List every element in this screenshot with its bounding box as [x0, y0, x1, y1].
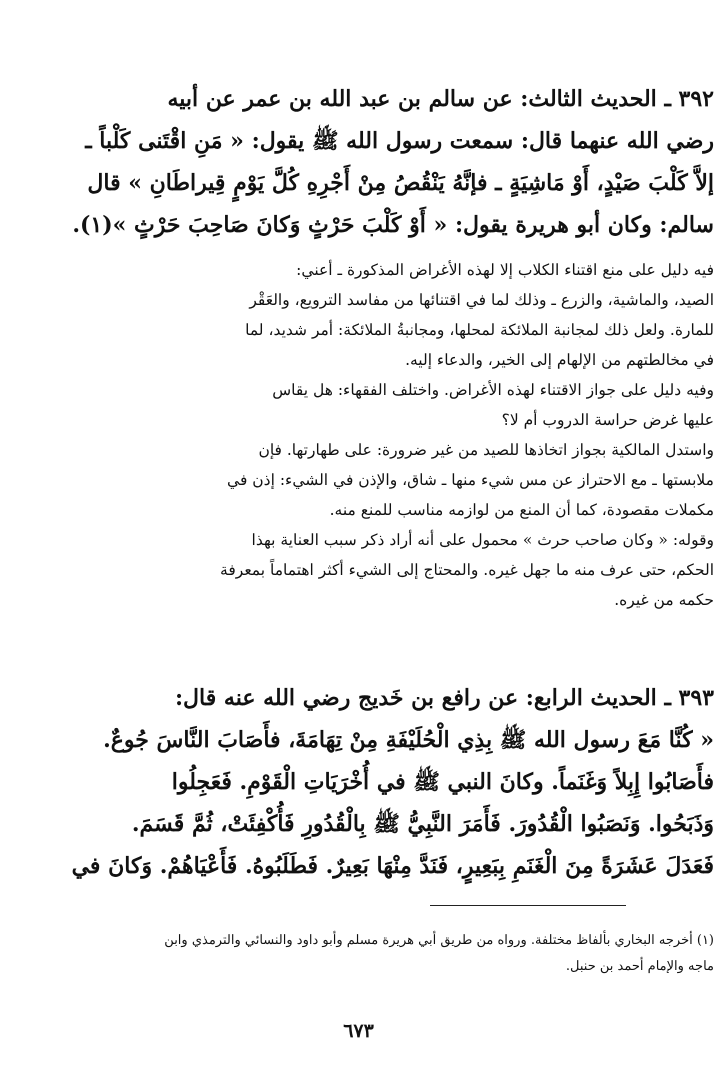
text-line: فيه دليل على منع اقتناء الكلاب إلا لهذه الأغراض المذكورة ـ أعني: — [296, 261, 714, 279]
text-line: وَذَبَحُوا. وَنَصَبُوا الْقُدُورَ. فَأَمَرَ النَّبِيُّ ﷺ بِالْقُدُورِ فَأُكْفِئَتْ، ثُمَّ قَسَمَ. — [131, 811, 714, 837]
text-line: الحكم، حتى عرف منه ما جهل غيره. والمحتاج إلى الشيء أكثر اهتماماً بمعرفة — [220, 561, 714, 579]
text-line: إلاَّ كَلْبَ صَيْدٍ، أَوْ مَاشِيَةٍ ـ فإنَّهُ يَنْقُصُ مِنْ أَجْرِهِ كُلَّ يَوْمٍ قِيراطَانِ » قال — [87, 170, 714, 196]
text-line: ٣٩٣ ـ الحديث الرابع: عن رافع بن خَديج رضي الله عنه قال: — [174, 685, 714, 711]
text-line: واستدل المالكية بجواز اتخاذها للصيد من غير ضرورة: على طهارتها. فإن — [258, 441, 714, 459]
text-line: الصيد، والماشية، والزرع ـ وذلك لما في اقتنائها من مفاسد الترويع، والعَقْر — [249, 291, 714, 309]
text-line: « كُنَّا مَعَ رسول الله ﷺ بِذِي الْحُلَيْفَةِ مِنْ تِهَامَةَ، فأَصَابَ النَّاسَ جُوعٌ. — [103, 727, 714, 753]
footnote-line: ماجه والإمام أحمد بن حنبل. — [565, 959, 714, 974]
footnote — [82, 928, 714, 980]
hadith-393-text — [71, 677, 714, 887]
text-line: ٣٩٢ ـ الحديث الثالث: عن سالم بن عبد الله بن عمر عن أبيه — [167, 86, 714, 112]
text-line: عليها غرض حراسة الدروب أم لا؟ — [501, 411, 714, 429]
text-line: سالم: وكان أبو هريرة يقول: « أَوْ كَلْبَ حَرْثٍ وَكانَ صَاحِبَ حَرْثٍ »(١). — [72, 212, 714, 238]
text-line: رضي الله عنهما قال: سمعت رسول الله ﷺ يقول: « مَنِ اقْتَنى كَلْباً ـ — [85, 128, 714, 154]
text-line: وقوله: « وكان صاحب حرث » محمول على أنه أراد ذكر سبب العناية بهذا — [251, 531, 714, 549]
page-number: ٦٧٣ — [343, 1020, 374, 1042]
text-line: فأَصَابُوا إِبِلاً وَغَنَماً. وكانَ النبي ﷺ في أُخْرَيَاتِ الْقَوْمِ. فَعَجِلُوا — [171, 769, 714, 795]
text-line: فَعَدَلَ عَشَرَةً مِنَ الْغَنَمِ بِبَعِيرٍ، فَنَدَّ مِنْهَا بَعِيرٌ. فَطَلَبُوهُ. فَأَعْيَاهُمْ. وَكانَ في — [71, 853, 714, 879]
text-line: حكمه من غيره. — [614, 591, 714, 609]
text-line: ملابستها ـ مع الاحتراز عن مس شيء منها ـ شاق، والإذن في الشيء: إذن في — [227, 471, 714, 489]
footnote-divider — [430, 905, 626, 906]
text-line: للمارة. ولعل ذلك لمجانبة الملائكة لمحلها، ومجانبةُ الملائكة: أمر شديد، لما — [245, 321, 714, 339]
footnote-line: (١) أخرجه البخاري بألفاظ مختلفة. ورواه من طريق أبي هريرة مسلم وأبو داود والنسائي والترمذي وابن — [164, 933, 714, 948]
text-line: مكملات مقصودة، كما أن المنع من لوازمه مناسب للمنع منه. — [329, 501, 714, 519]
text-line: وفيه دليل على جواز الاقتناء لهذه الأغراض. واختلف الفقهاء: هل يقاس — [272, 381, 714, 399]
text-line: في مخالطتهم من الإلهام إلى الخير، والدعاء إليه. — [405, 351, 714, 369]
commentary-text — [82, 255, 714, 615]
hadith-392-text — [72, 78, 714, 246]
